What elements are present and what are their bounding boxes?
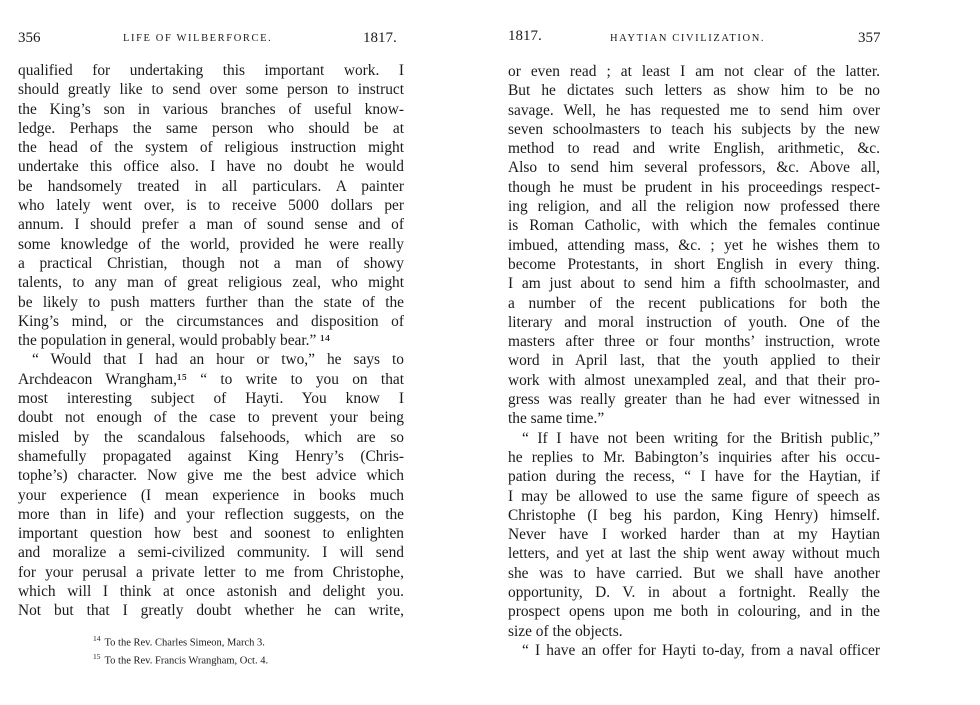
- text-line: pation during the recess, “ I have for the Haytian, if: [508, 468, 880, 486]
- text-line: undertake this office also. I have no doubt he would: [18, 158, 404, 176]
- text-line: be likely to push matters further than the state of the: [18, 293, 404, 311]
- text-line: prospect opens upon me both in colouring, and in the: [508, 603, 880, 621]
- text-line: King’s mind, or the circumstances and disposition of: [18, 312, 404, 330]
- text-line: doubt not enough of the case to prevent your being: [18, 409, 404, 427]
- right-running-head: [508, 30, 880, 50]
- text-line: most interesting subject of Hayti. You know I: [18, 390, 404, 408]
- text-line: ing religion, and all the religion now professed there: [508, 198, 880, 216]
- text-line: she was to have carried. But we shall have another: [508, 564, 880, 582]
- text-line: or even read ; at least I am not clear of the latter.: [508, 63, 880, 80]
- text-line: gress was really greater than he had ever witnessed in: [508, 391, 880, 409]
- text-line: I may be allowed to use the same figure of speech as: [508, 487, 880, 505]
- footnote: [93, 650, 268, 668]
- text-line: Archdeacon Wrangham,¹⁵ “ to write to you on that: [18, 370, 404, 388]
- left-year: 1817.: [363, 30, 397, 46]
- right-body-text: [508, 62, 880, 660]
- text-line: Not but that I greatly doubt whether he can write,: [18, 602, 404, 620]
- text-line: some knowledge of the world, provided he were really: [18, 235, 404, 253]
- text-line: I am just about to send him a fifth schoolmaster, and: [508, 275, 880, 293]
- text-line: a number of the recent publications for both the: [508, 294, 880, 312]
- text-line: annum. I should prefer a man of sound sense and of: [18, 216, 404, 234]
- left-running-title: LIFE OF WILBERFORCE.: [123, 33, 273, 44]
- left-running-head: [18, 30, 403, 50]
- text-line: seven schoolmasters to teach his subjects by the new: [508, 120, 880, 138]
- text-line: “ If I have not been writing for the British public,”: [522, 429, 880, 447]
- right-page-number: 357: [858, 30, 881, 46]
- text-line: method to read and write English, arithmetic, &c.: [508, 140, 880, 158]
- text-line: qualified for undertaking this important work. I: [18, 62, 404, 79]
- text-line: But he dictates such letters as show him to be no: [508, 82, 880, 100]
- text-line: is Roman Catholic, with which the females continue: [508, 217, 880, 235]
- text-line: talents, to any man of great religious zeal, who might: [18, 274, 404, 292]
- text-line: misled by the scandalous falsehoods, which are so: [18, 428, 404, 446]
- text-line: ledge. Perhaps the same person who should be at: [18, 119, 404, 137]
- left-page-number: 356: [18, 30, 41, 46]
- text-line: word in April last, that the youth applied to their: [508, 352, 880, 370]
- footnote-text: To the Rev. Francis Wrangham, Oct. 4.: [104, 655, 269, 666]
- footnote-text: To the Rev. Charles Simeon, March 3.: [104, 637, 265, 649]
- text-line: the head of the system of religious instruction might: [18, 139, 404, 157]
- text-line: and moralize a semi-civilized community. I will send: [18, 544, 404, 562]
- text-line: though he must be prudent in his proceedings respect-: [508, 178, 880, 196]
- text-line: become Protestants, in short English in every thing.: [508, 255, 880, 273]
- text-line: the population in general, would probably bear.” ¹⁴: [18, 332, 331, 350]
- text-line: literary and moral instruction of youth. One of the: [508, 313, 880, 331]
- footnote: [93, 632, 268, 650]
- text-line: savage. Well, he has requested me to send him over: [508, 101, 880, 119]
- text-line: who lately went over, is to receive 5000 dollars per: [18, 197, 404, 215]
- text-line: your experience (I mean experience in books much: [18, 486, 404, 504]
- footnote-mark: 15: [93, 651, 101, 661]
- text-line: more than in life) and your reflection suggests, on the: [18, 505, 404, 523]
- text-line: be handsomely treated in all particulars. A painter: [18, 177, 404, 195]
- text-line: a practical Christian, though not a man of showy: [18, 254, 404, 272]
- left-body-text: [18, 61, 404, 621]
- text-line: which will I think at once astonish and delight you.: [18, 583, 404, 601]
- text-line: for your perusal a private letter to me from Christophe,: [18, 563, 404, 581]
- text-line: letters, and yet at last the ship went away without much: [508, 545, 880, 563]
- text-line: imbued, attending mass, &c. ; yet he wishes them to: [508, 236, 880, 254]
- text-line: work with almost unexampled zeal, and that their pro-: [508, 371, 880, 389]
- right-running-title: HAYTIAN CIVILIZATION.: [610, 33, 766, 44]
- text-line: important question how best and soonest to enlighten: [18, 525, 404, 543]
- text-line: the same time.”: [508, 410, 605, 428]
- text-line: masters after three or four months’ instruction, wrote: [508, 333, 880, 351]
- text-line: size of the objects.: [508, 622, 623, 640]
- right-year: 1817.: [508, 28, 542, 44]
- text-line: “ Would that I had an hour or two,” he says to: [32, 351, 404, 369]
- text-line: shamefully propagated against King Henry’s (Chris-: [18, 447, 404, 465]
- right-page: [490, 0, 980, 705]
- text-line: Christophe (I beg his pardon, King Henry) himself.: [508, 506, 880, 524]
- text-line: “ I have an offer for Hayti to-day, from a naval officer: [522, 641, 880, 659]
- text-line: Also to send him several professors, &c. Above all,: [508, 159, 880, 177]
- footnote-mark: 14: [93, 634, 101, 643]
- text-line: tophe’s) character. Now give me the best advice which: [18, 467, 404, 485]
- text-line: should greatly like to send over some person to instruct: [18, 81, 404, 99]
- text-line: he replies to Mr. Babington’s inquiries after his occu-: [508, 448, 880, 466]
- footnotes: [93, 632, 268, 667]
- text-line: opportunity, D. V. in about a fortnight. Really the: [508, 584, 880, 602]
- text-line: the King’s son in various branches of useful know-: [18, 100, 404, 118]
- text-line: Never have I worked harder than at my Haytian: [508, 526, 880, 544]
